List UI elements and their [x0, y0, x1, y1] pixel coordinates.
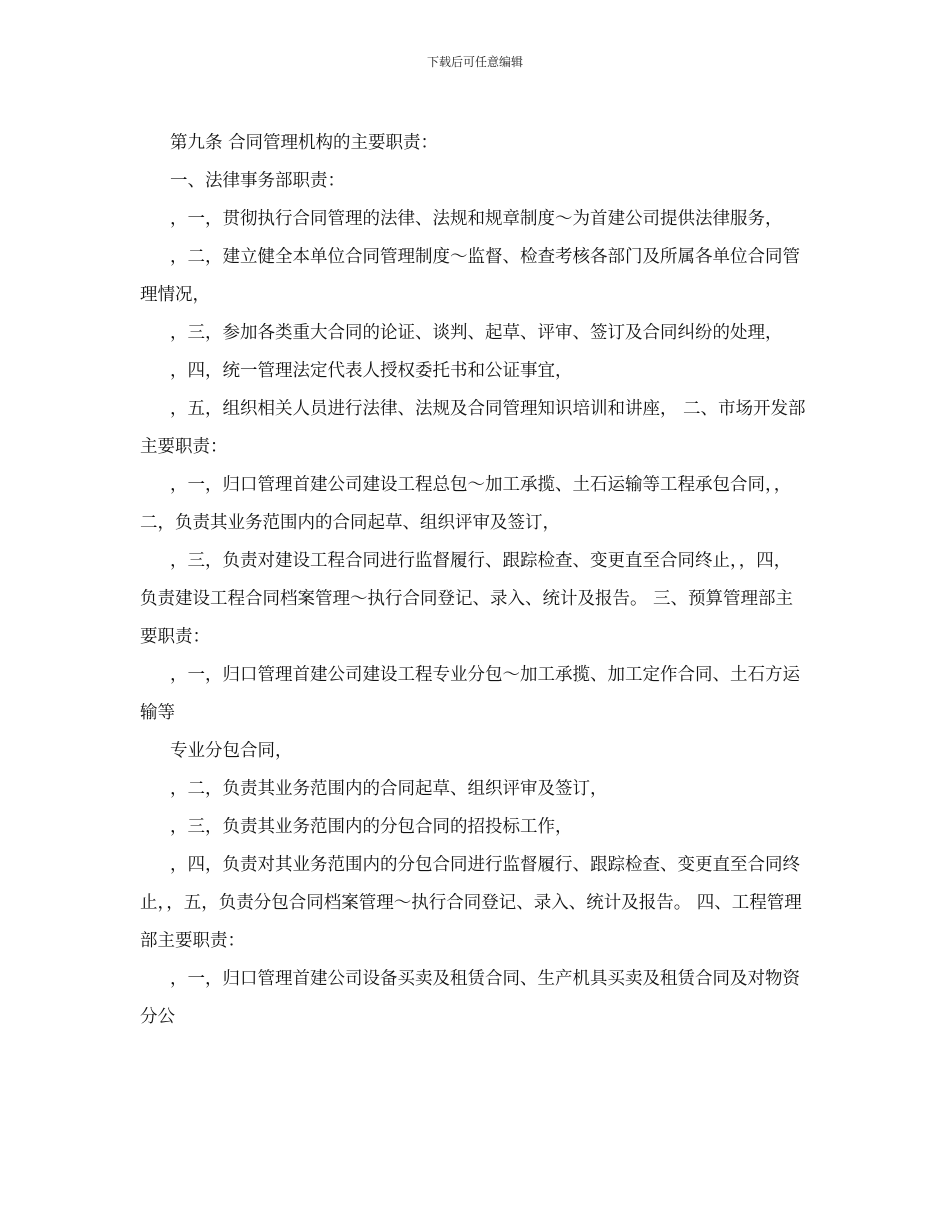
paragraph: ，三，负责其业务范围内的分包合同的招投标工作，: [170, 817, 573, 837]
paragraph: ，二，负责其业务范围内的合同起草、组织评审及签订，: [170, 779, 608, 799]
document-body: [140, 124, 808, 1036]
paragraph: ，三，参加各类重大合同的论证、谈判、起草、评审、签订及合同纠纷的处理，: [170, 323, 783, 343]
section-heading-legal: 一、法律事务部职责：: [170, 171, 345, 191]
article-heading: 第九条 合同管理机构的主要职责：: [170, 133, 439, 153]
paragraph: ，一，贯彻执行合同管理的法律、法规和规章制度～为首建公司提供法律服务，: [170, 209, 783, 229]
page-header-note: 下载后可任意编辑: [426, 55, 523, 69]
paragraph: ，三，负责对建设工程合同进行监督履行、跟踪检查、变更直至合同终止，，四，负责建设工程合同档案管理～执行合同登记、录入、统计及报告。 三、预算管理部主要职责：: [140, 551, 794, 647]
paragraph: ，一，归口管理首建公司设备买卖及租赁合同、生产机具买卖及租赁合同及对物资分公: [140, 969, 800, 1027]
paragraph: ，一，归口管理首建公司建设工程总包～加工承揽、土石运输等工程承包合同，，二，负责其业务范围内的合同起草、组织评审及签订，: [140, 475, 792, 533]
paragraph: ，二，建立健全本单位合同管理制度～监督、检查考核各部门及所属各单位合同管理情况，: [140, 247, 800, 305]
paragraph: ，一，归口管理首建公司建设工程专业分包～加工承揽、加工定作合同、土石方运输等: [140, 665, 800, 723]
paragraph: ，四，统一管理法定代表人授权委托书和公证事宜，: [170, 361, 573, 381]
paragraph: ，四，负责对其业务范围内的分包合同进行监督履行、跟踪检查、变更直至合同终止，，五，负责分包合同档案管理～执行合同登记、录入、统计及报告。 四、工程管理部主要职责：: [140, 855, 802, 951]
paragraph: 专业分包合同，: [170, 741, 293, 761]
paragraph: ，五，组织相关人员进行法律、法规及合同管理知识培训和讲座， 二、市场开发部主要职责：: [140, 399, 806, 457]
